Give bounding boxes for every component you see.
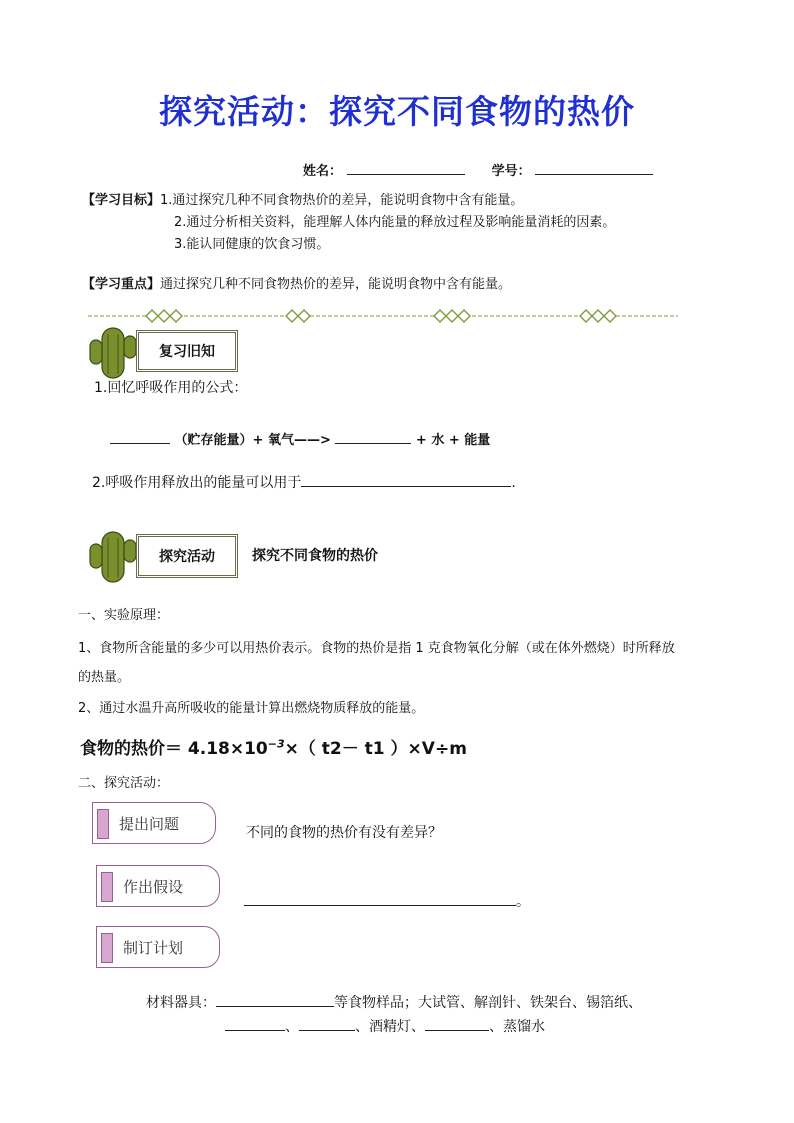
activity-heading-box — [136, 534, 238, 578]
step-tab-hypothesis — [96, 865, 220, 907]
review-answer-blank[interactable] — [301, 472, 511, 487]
materials-sep: 、酒精灯、 — [355, 1019, 425, 1035]
objective-item: 3.能认同健康的饮食习惯。 — [174, 237, 330, 252]
knot-icon — [146, 310, 182, 322]
equation-part-1: （贮存能量）+ 氧气——> — [174, 433, 331, 448]
knot-icon — [434, 310, 470, 322]
objectives-row-1 — [82, 189, 523, 208]
tab-accent-bar — [101, 872, 113, 902]
hypothesis-row — [244, 891, 530, 911]
materials-blank-2[interactable] — [225, 1016, 285, 1031]
heat-value-formula — [80, 734, 467, 759]
step-question-text: 不同的食物的热价有没有差异？ — [246, 825, 442, 841]
activity-heading: 探究活动 — [159, 549, 215, 565]
review-question-2 — [92, 472, 516, 492]
name-blank[interactable] — [347, 160, 465, 175]
objective-item: 2.通过分析相关资料，能理解人体内能量的释放过程及影响能量消耗的因素。 — [174, 215, 616, 230]
step-label: 作出假设 — [123, 878, 184, 896]
key-point-label: 【学习重点】 — [82, 277, 161, 292]
step-label: 制订计划 — [123, 939, 184, 957]
step-label: 提出问题 — [119, 815, 180, 833]
name-field-row — [303, 160, 653, 179]
equation-blank-1[interactable] — [110, 429, 170, 444]
materials-sep: 、 — [285, 1019, 299, 1035]
review-question-1: 1.回忆呼吸作用的公式： — [94, 380, 248, 396]
review-heading: 复习旧知 — [159, 344, 215, 360]
name-label: 姓名： — [303, 164, 343, 179]
tab-accent-bar — [101, 933, 113, 963]
id-blank[interactable] — [535, 160, 653, 175]
objectives-label: 【学习目标】 — [82, 193, 161, 208]
decorative-divider — [88, 306, 678, 326]
cactus-icon — [88, 528, 140, 584]
tab-accent-bar — [97, 809, 109, 839]
step-tab-plan — [96, 926, 220, 968]
activity-subtitle: 探究不同食物的热价 — [252, 548, 378, 564]
equation-blank-2[interactable] — [335, 429, 411, 444]
page-title: 探究活动：探究不同食物的热价 — [159, 92, 635, 131]
cactus-icon — [88, 324, 140, 380]
step-tab-ask-question — [92, 802, 216, 844]
equation-part-2: + 水 + 能量 — [415, 433, 491, 448]
key-point-row — [82, 273, 511, 292]
formula-left: 食物的热价＝ 4.18×10 — [80, 739, 268, 759]
hypothesis-blank[interactable] — [244, 891, 516, 906]
activity-title: 二、探究活动： — [78, 776, 170, 791]
materials-blank-1[interactable] — [216, 992, 334, 1007]
review-heading-box — [136, 330, 238, 372]
materials-blank-3[interactable] — [299, 1016, 355, 1031]
principle-title: 一、实验原理： — [78, 608, 170, 623]
materials-row-1 — [146, 992, 642, 1012]
formula-exponent: −3 — [267, 737, 285, 751]
knot-icon — [286, 310, 310, 322]
materials-row-2 — [225, 1016, 545, 1036]
review-question-2-text: 2.呼吸作用释放出的能量可以用于 — [92, 475, 302, 491]
review-question-2-end: . — [511, 475, 516, 491]
principle-item-2: 2、通过水温升高所吸收的能量计算出燃烧物质释放的能量。 — [78, 701, 425, 716]
id-label: 学号： — [491, 164, 531, 179]
principle-item-1-line-2: 的热量。 — [78, 670, 131, 685]
objective-item: 1.通过探究几种不同食物热价的差异，能说明食物中含有能量。 — [160, 193, 524, 208]
respiration-equation — [110, 429, 490, 448]
materials-sep: 、蒸馏水 — [489, 1019, 545, 1035]
materials-label: 材料器具： — [146, 995, 216, 1011]
key-point-text: 通过探究几种不同食物热价的差异，能说明食物中含有能量。 — [160, 277, 512, 292]
knot-icon — [580, 310, 616, 322]
formula-right: ×（ t2－ t1 ）×V÷m — [284, 739, 467, 759]
materials-blank-4[interactable] — [425, 1016, 489, 1031]
materials-text: 等食物样品；大试管、解剖针、铁架台、锡箔纸、 — [334, 995, 642, 1011]
hypothesis-end: 。 — [516, 894, 530, 910]
principle-item-1-line-1: 1、食物所含能量的多少可以用热价表示。食物的热价是指 1 克食物氧化分解（或在体外燃烧）时所释放 — [78, 641, 675, 656]
